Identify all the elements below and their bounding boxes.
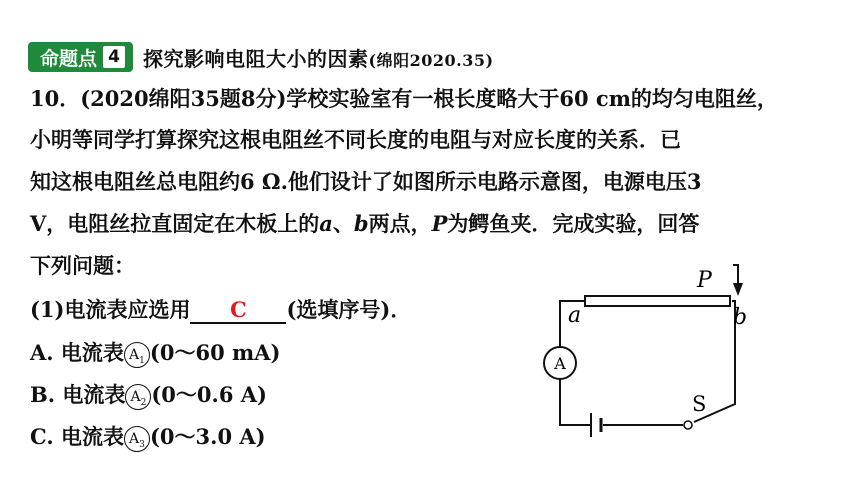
- answer-blank: C: [190, 298, 286, 324]
- ammeter-label: A: [554, 354, 566, 373]
- option-b-range: (0～0.6 A): [151, 382, 267, 407]
- question-text-4a: V，电阻丝拉直固定在木板上的: [30, 211, 320, 236]
- label-b: b: [733, 305, 748, 330]
- subquestion-1-prefix: (1)电流表应选用: [30, 297, 191, 322]
- section-title-text: 探究影响电阻大小的因素: [143, 46, 369, 71]
- question-sep: 、: [332, 211, 354, 236]
- option-c-name: 电流表: [60, 424, 124, 449]
- switch-contact: [684, 421, 692, 429]
- option-b-name: 电流表: [62, 382, 126, 407]
- section-source: (绵阳2020.35): [368, 50, 494, 70]
- switch-label: S: [692, 392, 707, 416]
- option-a-range: (0～60 mA): [149, 340, 281, 365]
- question-line-3: 知这根电阻丝总电阻约6 Ω.他们设计了如图所示电路示意图，电源电压3: [30, 169, 702, 194]
- subquestion-1-suffix: (选填序号)．: [286, 297, 412, 322]
- label-a: a: [568, 303, 582, 328]
- question-text-4b: 两点，: [368, 211, 432, 236]
- var-a: a: [319, 211, 333, 236]
- option-b-letter: B.: [30, 382, 56, 407]
- topic-tag-label: 命题点: [40, 47, 98, 70]
- clip-arrow-icon: [733, 283, 743, 296]
- option-a-letter: A.: [30, 340, 54, 365]
- crocodile-clip-wire: [733, 265, 738, 284]
- label-p: P: [697, 268, 712, 293]
- question-text-4c: 为鳄鱼夹．完成实验，回答: [447, 211, 700, 236]
- option-a-name: 电流表: [60, 340, 124, 365]
- option-c-range: (0～3.0 A): [149, 424, 266, 449]
- ammeter-a3-icon: $A_3$: [124, 426, 150, 452]
- question-line-2: 小明等同学打算探究这根电阻丝不同长度的电阻与对应长度的关系．已: [30, 127, 681, 152]
- topic-number: 4: [103, 46, 125, 68]
- var-b: b: [353, 211, 369, 236]
- option-c-letter: C.: [30, 424, 54, 449]
- question-number: 10．: [30, 86, 81, 111]
- ammeter-a2-icon: $A_2$: [125, 384, 151, 410]
- circuit-wire: [560, 379, 590, 425]
- var-p: P: [431, 211, 448, 236]
- question-source: (2020绵阳35题8分): [80, 86, 287, 111]
- ammeter-a1-icon: $A_1$: [124, 342, 150, 368]
- resistance-wire: [585, 296, 730, 306]
- question-text-1: 学校实验室有一根长度略大于60 cm的均匀电阻丝，: [286, 86, 778, 111]
- question-line-5: 下列问题：: [30, 253, 135, 278]
